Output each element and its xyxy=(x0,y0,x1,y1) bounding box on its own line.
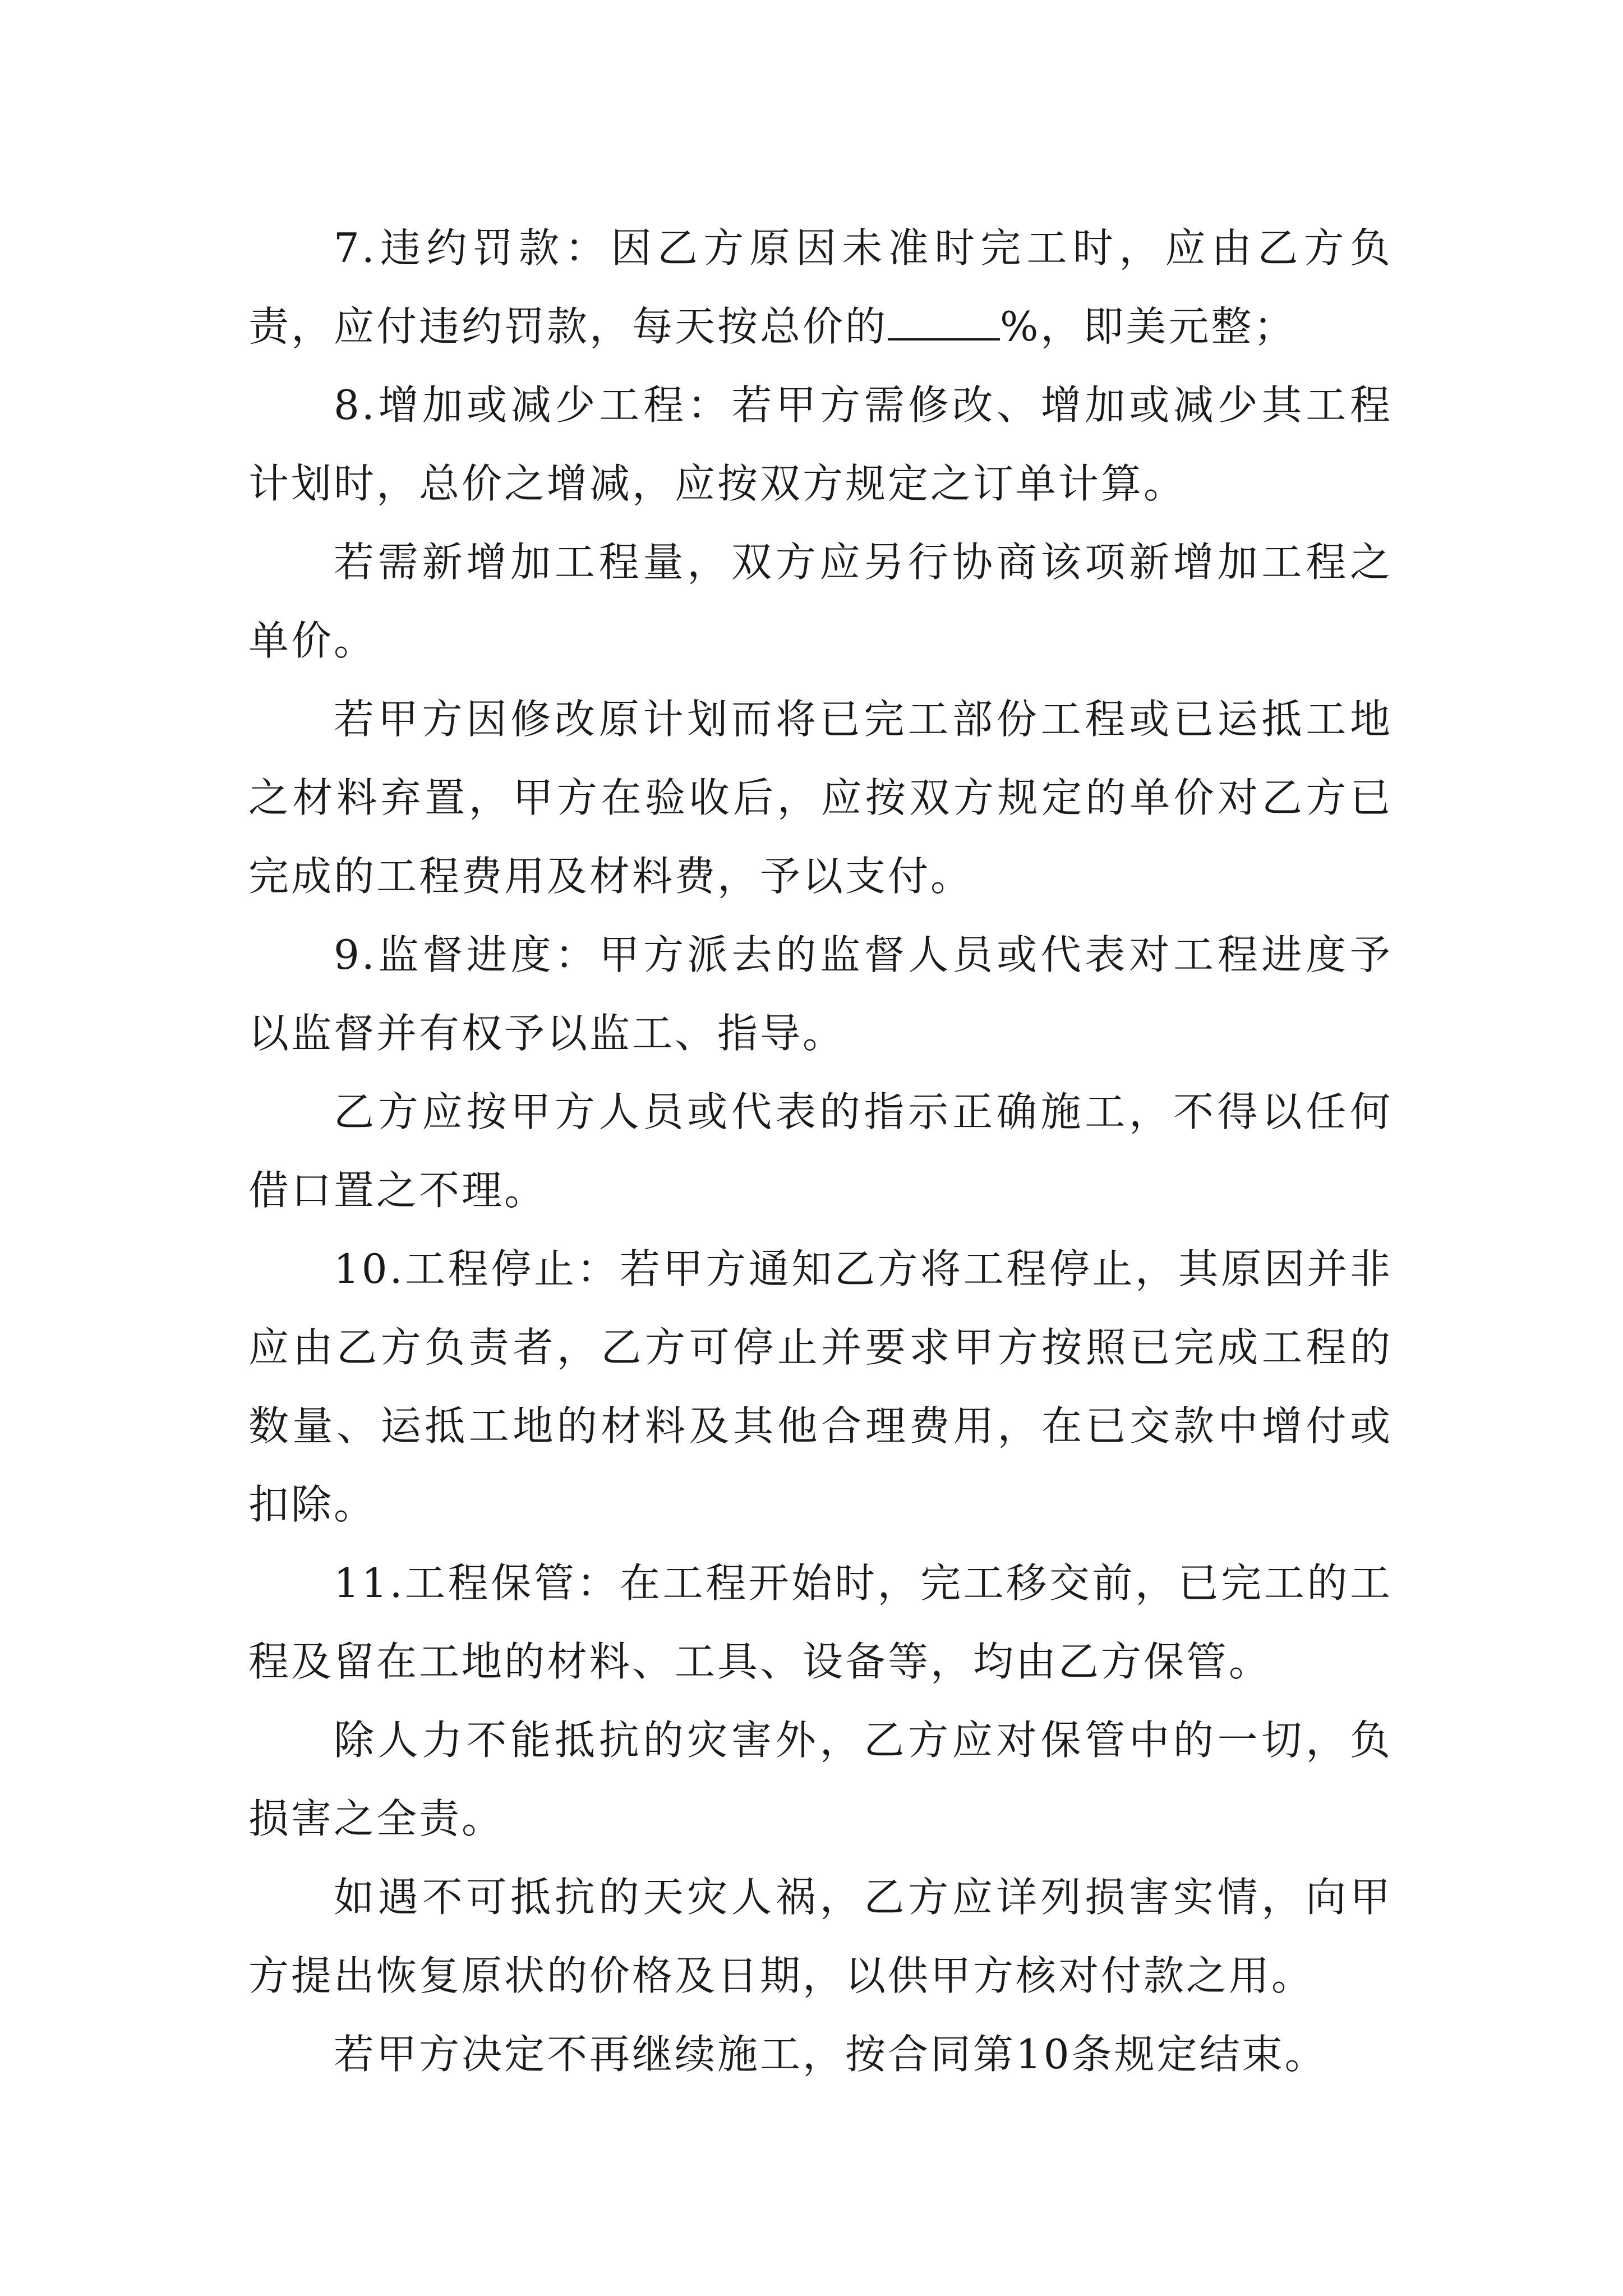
fill-in-blank xyxy=(888,303,1000,341)
paragraph-modification-payment: 若甲方因修改原计划而将已完工部份工程或已运抵工地之材料弃置，甲方在验收后，应按双方规定的单价对乙方已完成的工程费用及材料费，予以支付。 xyxy=(248,696,1393,900)
clause-7-text-before: 7.违约罚款：因乙方原因未准时完工时，应由乙方负责，应付违约罚款，每天按总价的 xyxy=(248,224,1393,350)
paragraph-new-work-price: 若需新增加工程量，双方应另行协商该项新增加工程之单价。 xyxy=(248,539,1393,664)
paragraph-damage-liability: 除人力不能抵抗的灾害外，乙方应对保管中的一切，负损害之全责。 xyxy=(248,1717,1393,1842)
paragraph-disaster-report: 如遇不可抵抗的天灾人祸，乙方应详列损害实情，向甲方提出恢复原状的价格及日期，以供甲方核对付款之用。 xyxy=(248,1874,1393,1999)
paragraph-clause-7 xyxy=(248,209,1393,366)
paragraph-clause-10: 10.工程停止：若甲方通知乙方将工程停止，其原因并非应由乙方负责者，乙方可停止并要求甲方按照已完成工程的数量、运抵工地的材料及其他合理费用，在已交款中增付或扣除。 xyxy=(248,1245,1393,1528)
clause-7-text-after: %，即美元整； xyxy=(1000,303,1297,350)
paragraph-clause-11: 11.工程保管：在工程开始时，完工移交前，已完工的工程及留在工地的材料、工具、设备等，均由乙方保管。 xyxy=(248,1559,1393,1685)
paragraph-clause-8: 8.增加或减少工程：若甲方需修改、增加或减少其工程计划时，总价之增减，应按双方规定之订单计算。 xyxy=(248,381,1393,507)
document-body xyxy=(248,209,1393,2093)
paragraph-clause-9: 9.监督进度：甲方派去的监督人员或代表对工程进度予以监督并有权予以监工、指导。 xyxy=(248,931,1393,1057)
paragraph-follow-instructions: 乙方应按甲方人员或代表的指示正确施工，不得以任何借口置之不理。 xyxy=(248,1088,1393,1214)
paragraph-termination: 若甲方决定不再继续施工，按合同第10条规定结束。 xyxy=(334,2031,1327,2078)
